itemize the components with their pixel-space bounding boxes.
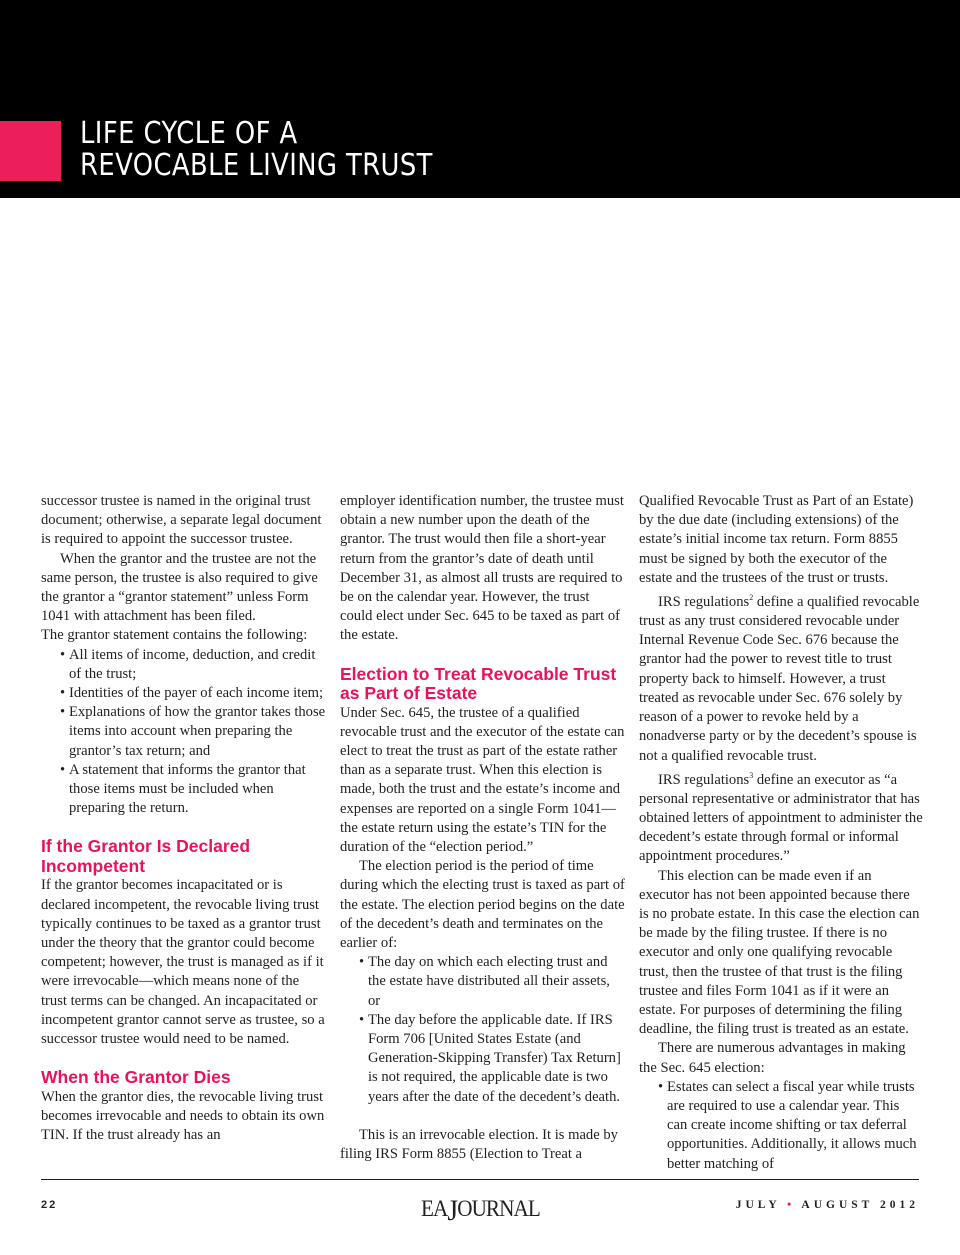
ea-journal-logo: [421, 1190, 540, 1227]
page-number: 22: [41, 1199, 58, 1211]
issue-year: 2012: [880, 1199, 919, 1211]
list-item: • Identities of the payer of each income item;: [41, 684, 326, 703]
paragraph: When the grantor and the trustee are not the same person, the trustee is also required to give the grantor a “grantor statement” unless Form 1041 with attachment has been filed.: [41, 550, 318, 625]
paragraph: [639, 588, 923, 766]
footnote-ref-3: 3: [749, 770, 754, 780]
article-title-line1: LIFE CYCLE OF A: [80, 116, 298, 151]
paragraph: There are numerous advantages in making the Sec. 645 election:: [639, 1040, 906, 1076]
issue-date: [736, 1199, 919, 1211]
list-item: • Estates can select a fiscal year while trusts are required to use a calendar year. This can create income shifting or tax deferral opportunities. Additionally, it allows much better matching of: [639, 1078, 923, 1174]
paragraph: When the grantor dies, the revocable living trust becomes irrevocable and needs to obtain its own TIN. If the trust already has an: [41, 1088, 325, 1144]
paragraph: This is an irrevocable election. It is made by filing IRS Form 8855 (Election to Treat a: [340, 1126, 618, 1163]
issue-separator: •: [787, 1199, 796, 1211]
paragraph-text: IRS regulations: [658, 593, 750, 610]
paragraph: If the grantor becomes incapacitated or is declared incompetent, the revocable living trust typically continues to be taxed as a grantor trust under the theory that the grantor could become competent; however, the trust is managed as if it were irrevocable—which means none of the trust terms can be changed. An incapacitated or incompetent grantor cannot serve as trustee, so a successor trustee would need to be named.: [41, 877, 325, 1048]
election-period-list: [340, 953, 625, 1107]
logo-prefix: EA: [421, 1196, 448, 1221]
grantor-statement-list: [41, 646, 326, 819]
list-item: • Explanations of how the grantor takes those items into account when preparing the grantor’s tax return; and: [41, 703, 326, 761]
paragraph: employer identification number, the trustee must obtain a new number upon the death of the grantor. The trust would then file a short-year return from the grantor’s date of death until December 31, as almost all trusts are required to be on the calendar year. However, the trust could elect under Sec. 645 to be taxed as part of the estate.: [340, 493, 624, 644]
paragraph: The grantor statement contains the following:: [41, 627, 308, 644]
footnote-ref-2: 2: [749, 593, 754, 603]
footer-rule: [41, 1179, 919, 1180]
paragraph-text: define an executor as “a personal representative or administrator that has obtained letters of appointment to administer the decedent’s estate through formal or informal appointment procedures.”: [639, 771, 923, 865]
section-heading-election: Election to Treat Revocable Trust as Part of Estate: [340, 663, 617, 704]
paragraph: Qualified Revocable Trust as Part of an Estate) by the due date (including extensions) of the estate’s initial income tax return. Form 8855 must be signed by both the executor of the estate and the trustees of the trust or trusts.: [639, 493, 914, 586]
paragraph: successor trustee is named in the original trust document; otherwise, a separate legal document is required to appoint the successor trustee.: [41, 493, 322, 548]
list-item: • The day on which each electing trust and the estate have distributed all their assets, or: [340, 953, 625, 1011]
list-item: • All items of income, deduction, and credit of the trust;: [41, 646, 326, 684]
section-heading-incompetent: If the Grantor Is Declared Incompetent: [41, 836, 251, 876]
issue-month2: AUGUST: [801, 1199, 874, 1211]
logo-j: J: [447, 1194, 458, 1227]
logo-suffix: OURNAL: [457, 1196, 540, 1221]
text-column-3: [639, 492, 923, 1174]
paragraph: Under Sec. 645, the trustee of a qualified revocable trust and the executor of the estate can elect to treat the trust as part of the estate rather than as a separate trust. When this election is made, both the trust and the estate’s income and expenses are reported on a single Form 1041—the estate return using the estate’s TIN for the duration of the “election period.”: [340, 704, 625, 856]
header-accent-block: [0, 121, 61, 181]
list-item: • A statement that informs the grantor that those items must be included when preparing the return.: [41, 761, 326, 819]
paragraph: This election can be made even if an executor has not been appointed because there is no probate estate. In this case the election can be made by the filing trustee. If there is no executor and only one qualifying revocable trust, then the trustee of that trust is the filing trustee and files Form 1041 as if it were an estate. For purposes of determining the filing deadline, the filing trust is treated as an estate.: [639, 867, 920, 1038]
section-heading-grantor-dies: When the Grantor Dies: [41, 1067, 231, 1088]
article-title-line2: REVOCABLE LIVING TRUST: [80, 148, 433, 183]
article-title: [80, 118, 433, 182]
paragraph-text: define a qualified revocable trust as any trust considered revocable under Internal Revenue Code Sec. 676 because the grantor had the power to revest title to trust property back to himself. However, a trust treated as revocable under Sec. 676 solely by reason of a power to revoke held by a nonadverse party or by the decedent’s spouse is not a qualified revocable trust.: [639, 593, 920, 764]
issue-month1: JULY: [735, 1199, 781, 1211]
paragraph: The election period is the period of time during which the electing trust is taxed as part of the estate. The election period begins on the date of the decedent’s death and terminates on the earlier of:: [340, 858, 625, 952]
advantages-list: [639, 1078, 923, 1174]
paragraph: [639, 766, 923, 867]
list-item: • The day before the applicable date. If IRS Form 706 [United States Estate (and Generation-Skipping Transfer) Tax Return] is not required, the applicable date is two years after the date of the decedent’s death.: [340, 1011, 625, 1107]
text-column-2: [340, 492, 625, 1164]
text-column-1: [41, 492, 326, 1145]
paragraph-text: IRS regulations: [658, 771, 750, 788]
